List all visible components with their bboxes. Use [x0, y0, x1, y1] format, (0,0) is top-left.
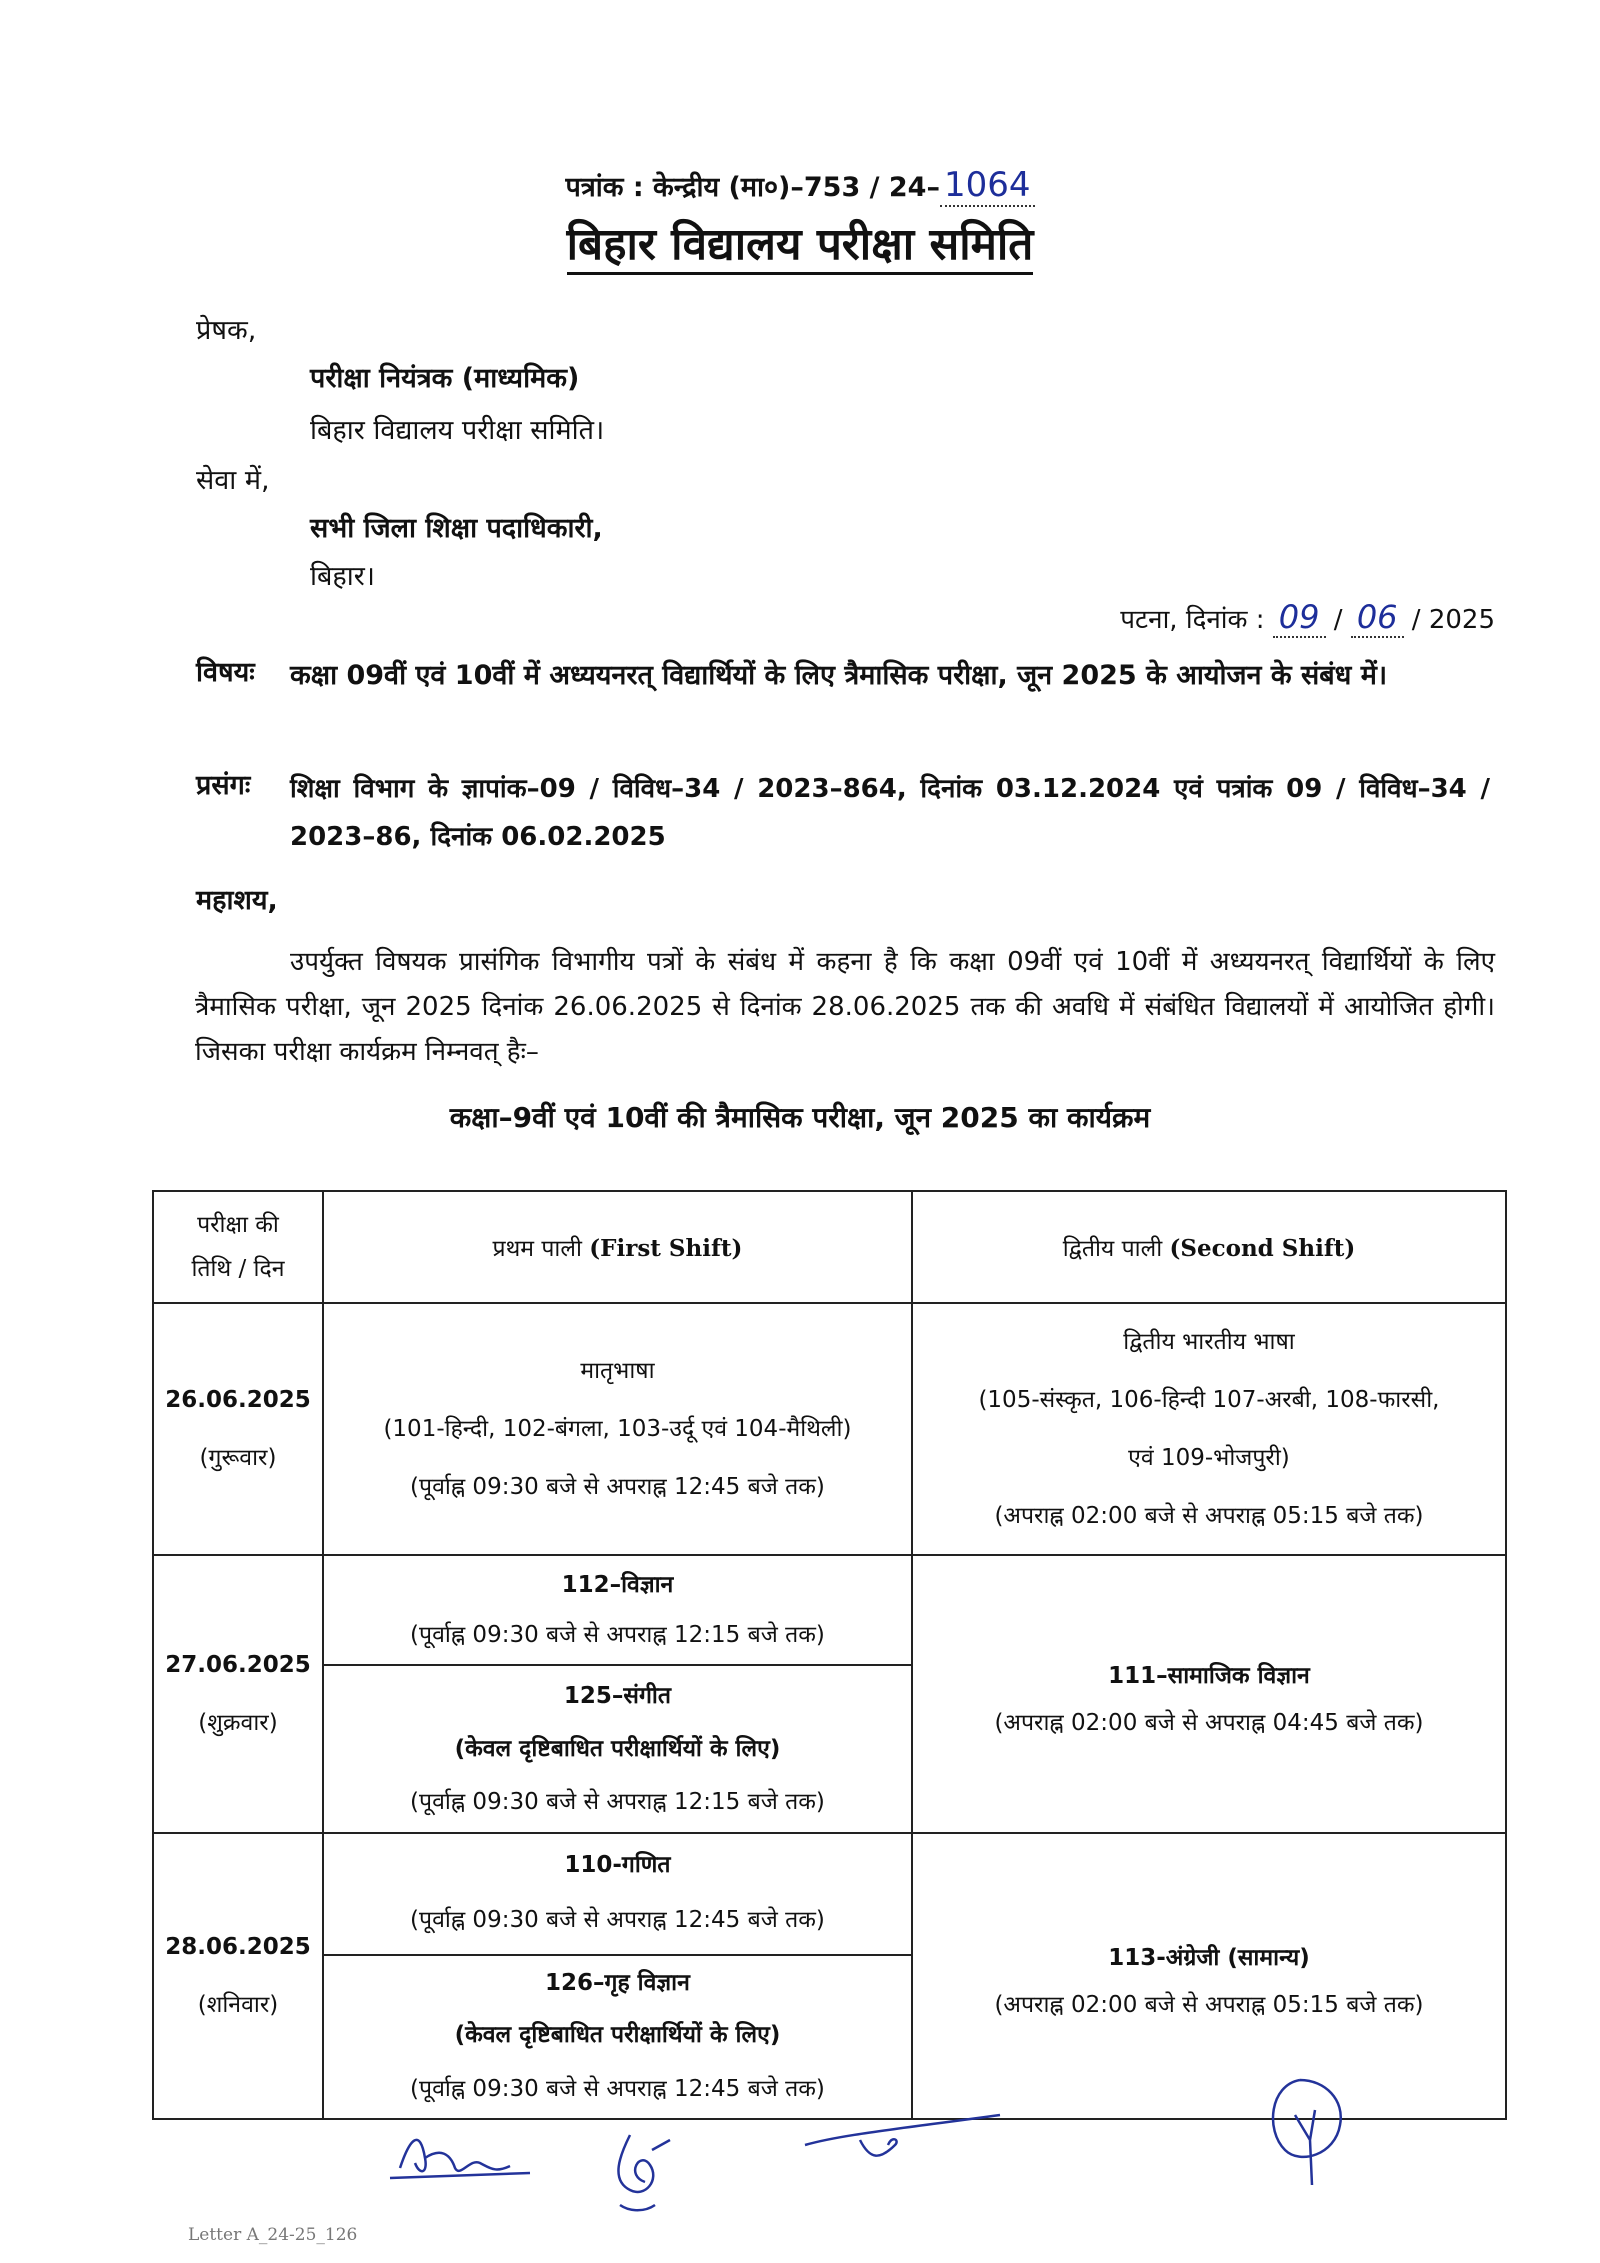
date-line: पटना, दिनांक : 09 / 06 / 2025: [1120, 598, 1495, 636]
handwritten-date-month: 06: [1351, 598, 1404, 638]
day2-first-shift-a: 112–विज्ञान (पूर्वाह्न 09:30 बजे से अपराह्न 12:15 बजे तक): [323, 1555, 912, 1665]
date-prefix: पटना, दिनांक :: [1120, 605, 1265, 635]
day3-first-shift-a: 110-गणित (पूर्वाह्न 09:30 बजे से अपराह्न 12:45 बजे तक): [323, 1833, 912, 1955]
day1-first-shift: मातृभाषा (101-हिन्दी, 102-बंगला, 103-उर्दू एवं 104-मैथिली) (पूर्वाह्न 09:30 बजे से अपराह्न 12:45 बजे तक): [323, 1303, 912, 1555]
reference-label: प्रसंगः: [196, 770, 251, 801]
recipient-designation: सभी जिला शिक्षा पदाधिकारी,: [310, 513, 603, 544]
exam-schedule-table: [152, 1190, 1507, 2120]
subject-text: कक्षा 09वीं एवं 10वीं में अध्ययनरत् विद्यार्थियों के लिए त्रैमासिक परीक्षा, जून 2025 के आयोजन के संबंध में।: [290, 660, 1388, 691]
reference-prefix: पत्रांक : केन्द्रीय (मा०)–753 / 24–: [565, 172, 940, 203]
recipient-label: सेवा में,: [196, 465, 270, 496]
sender-office: बिहार विद्यालय परीक्षा समिति।: [310, 415, 605, 446]
recipient-place: बिहार।: [310, 561, 376, 592]
sender-designation: परीक्षा नियंत्रक (माध्यमिक): [310, 363, 580, 394]
header-date: परीक्षा की तिथि / दिन: [153, 1191, 323, 1303]
body-paragraph: उपर्युक्त विषयक प्रासंगिक विभागीय पत्रों के संबंध में कहना है कि कक्षा 09वीं एवं 10वीं में अध्ययनरत् विद्यार्थियों के लिए त्रैमासिक परीक्षा, जून 2025 दिनांक 26.06.2025 से दिनांक 28.06.2025 तक की अवधि में संबंधित विद्यालयों में आयोजित होगी। जिसका परीक्षा कार्यक्रम निम्नवत् हैः–: [195, 947, 1495, 1067]
day1-second-shift: द्वितीय भारतीय भाषा (105-संस्कृत, 106-हिन्दी 107-अरबी, 108-फारसी, एवं 109-भोजपुरी) (अपराह्न 02:00 बजे से अपराह्न 05:15 बजे तक): [912, 1303, 1506, 1555]
handwritten-reference-number: 1064: [940, 165, 1035, 207]
day1-date-cell: 26.06.2025 (गुरूवार): [153, 1303, 323, 1555]
sender-label: प्रेषक,: [196, 315, 257, 346]
organization-name: बिहार विद्यालय परीक्षा समिति: [567, 219, 1034, 275]
handwritten-signature-mark: [590, 2120, 700, 2220]
day2-date-cell: 27.06.2025 (शुक्रवार): [153, 1555, 323, 1833]
day3-first-shift-b: 126–गृह विज्ञान (केवल दृष्टिबाधित परीक्षार्थियों के लिए) (पूर्वाह्न 09:30 बजे से अपराह्न 12:45 बजे तक): [323, 1955, 912, 2119]
handwritten-signature-stroke: [800, 2105, 1010, 2185]
footer-letter-code: Letter A_24-25_126: [188, 2225, 358, 2245]
day2-second-shift: 111–सामाजिक विज्ञान (अपराह्न 02:00 बजे से अपराह्न 04:45 बजे तक): [912, 1555, 1506, 1833]
day2-first-shift-b: 125–संगीत (केवल दृष्टिबाधित परीक्षार्थियों के लिए) (पूर्वाह्न 09:30 बजे से अपराह्न 12:15 बजे तक): [323, 1665, 912, 1833]
header-second-shift: द्वितीय पाली (Second Shift): [912, 1191, 1506, 1303]
table-row: [153, 1555, 1506, 1665]
reference-text: शिक्षा विभाग के ज्ञापांक–09 / विविध–34 / 2023–864, दिनांक 03.12.2024 एवं पत्रांक 09 / विविध–34 / 2023–86, दिनांक 06.02.2025: [290, 774, 1490, 852]
header-first-shift: प्रथम पाली (First Shift): [323, 1191, 912, 1303]
table-row: [153, 1833, 1506, 1955]
reference-number: [0, 165, 1600, 205]
subject-label: विषयः: [196, 657, 255, 688]
day3-second-shift: 113-अंग्रेजी (सामान्य) (अपराह्न 02:00 बजे से अपराह्न 05:15 बजे तक): [912, 1833, 1506, 2119]
handwritten-date-day: 09: [1273, 598, 1326, 638]
salutation: महाशय,: [196, 885, 278, 916]
organization-title: [0, 212, 1600, 272]
day3-date-cell: 28.06.2025 (शनिवार): [153, 1833, 323, 2119]
table-row: [153, 1303, 1506, 1555]
table-header-row: [153, 1191, 1506, 1303]
handwritten-signature: [1240, 2060, 1370, 2190]
date-year: / 2025: [1411, 605, 1495, 635]
handwritten-initials: [380, 2118, 560, 2198]
schedule-title: कक्षा–9वीं एवं 10वीं की त्रैमासिक परीक्षा, जून 2025 का कार्यक्रम: [449, 1101, 1151, 1134]
